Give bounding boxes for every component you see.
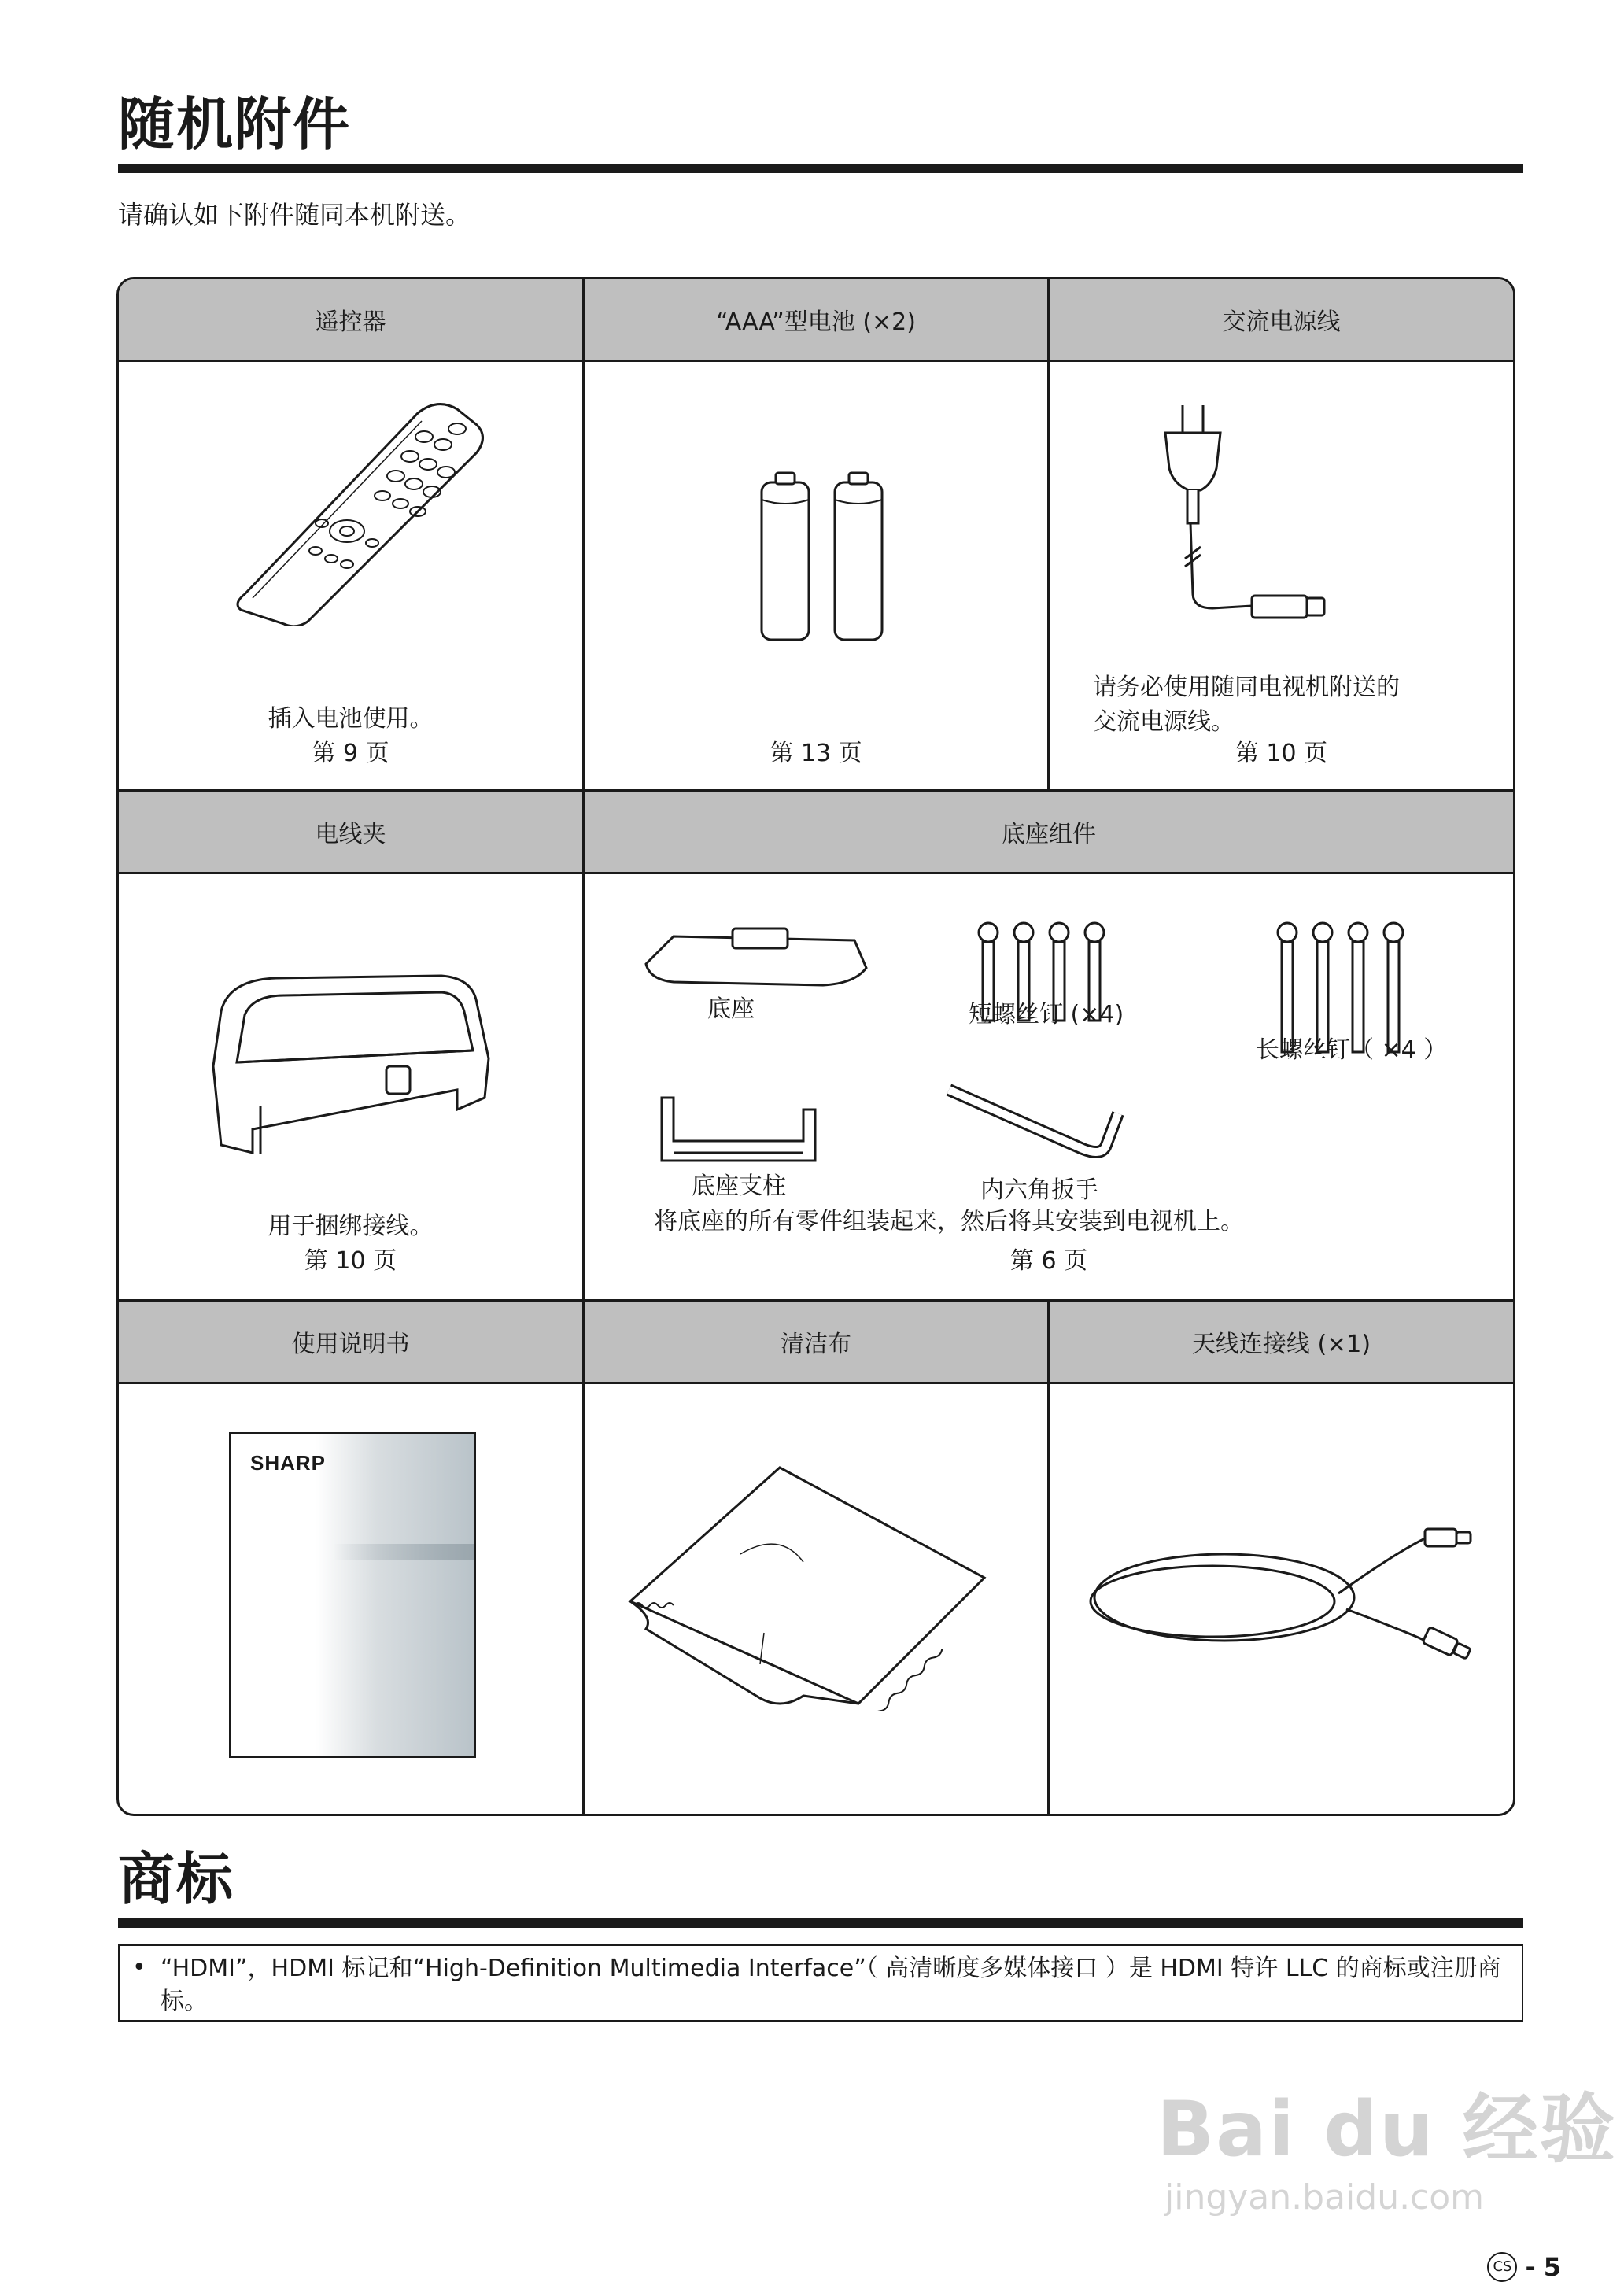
manual-booklet-icon [229,1432,476,1758]
remote-caption: 插入电池使用。 [268,705,434,733]
ac-cord-page-ref: 第 10 页 [1235,740,1328,767]
header-batteries: “AAA”型电池 (×2) [585,279,1047,360]
header-remote: 遥控器 [119,279,582,360]
trademark-text: “HDMI”，HDMI 标记和“High-Definition Multimedia Interface”（ 高清晰度多媒体接口 ）是 HDMI 特许 LLC 的商标或注册商标。 [161,1955,1501,2015]
accessories-table [116,277,1515,1816]
manual-brand: SHARP [250,1451,327,1475]
hex-wrench-icon [941,1082,1138,1169]
trademarks-rule [118,1918,1523,1928]
header-cable-clamp: 电线夹 [119,792,582,872]
ac-cord-caption-line2: 交流电源线。 [1093,708,1235,736]
footer-separator: - [1525,2252,1536,2282]
stand-base-icon [642,921,870,1007]
antenna-cable-icon [1079,1507,1488,1696]
short-screws-label: 短螺丝钉 (×4) [969,1001,1124,1028]
trademark-note [118,1944,1523,2022]
watermark-brand: Bai du 经验 [1157,2085,1617,2173]
ac-cord-caption-line1: 请务必使用随同电视机附送的 [1093,674,1400,701]
grid-line [582,279,585,1814]
bullet-icon: • [132,1954,146,1981]
stand-post-label: 底座支柱 [692,1172,786,1200]
trademarks-title: 商标 [118,1846,235,1912]
title-rule [118,164,1523,173]
hex-wrench-label: 内六角扳手 [980,1176,1098,1204]
grid-line [1047,1299,1050,1814]
grid-line [119,360,1513,362]
long-screws-label: 长螺丝钉（ ×4 ） [1256,1036,1448,1064]
batteries-icon [752,468,894,649]
remote-control-icon [221,397,489,626]
grid-line [119,789,1513,792]
page-footer [1487,2252,1561,2282]
remote-page-ref: 第 9 页 [312,740,389,767]
cable-clamp-caption: 用于捆绑接线。 [268,1213,434,1240]
cable-clamp-page-ref: 第 10 页 [304,1247,397,1275]
language-badge: CS [1487,2252,1517,2282]
grid-line [1047,279,1050,792]
page-title: 随机附件 [118,91,352,157]
ac-power-cord-icon [1142,397,1346,633]
grid-line [119,872,1513,874]
grid-line [119,1299,1513,1302]
header-antenna: 天线连接线 (×1) [1050,1302,1513,1382]
header-stand: 底座组件 [585,792,1513,872]
header-ac-cord: 交流电源线 [1050,279,1513,360]
page-number: 5 [1543,2252,1561,2282]
stand-caption: 将底座的所有零件组装起来，然后将其安装到电视机上。 [654,1208,1244,1235]
batteries-page-ref: 第 13 页 [770,740,862,767]
manual-horizon-stripe [333,1544,474,1560]
grid-line [119,1382,1513,1384]
intro-text: 请确认如下附件随同本机附送。 [118,200,471,230]
watermark-url: jingyan.baidu.com [1164,2177,1485,2217]
header-manual: 使用说明书 [119,1302,582,1382]
cleaning-cloth-icon [622,1460,1016,1711]
baidu-watermark [1157,2070,1617,2217]
cable-clamp-icon [205,972,504,1161]
stand-post-icon [654,1094,827,1165]
stand-base-label: 底座 [707,995,755,1023]
stand-page-ref: 第 6 页 [1009,1247,1088,1275]
header-cloth: 清洁布 [585,1302,1047,1382]
